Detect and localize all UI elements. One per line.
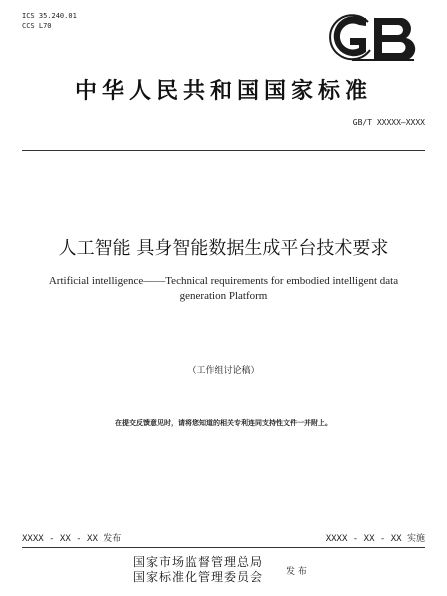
issue-word: 发 布 [286,567,307,577]
ics-code: ICS 35.240.01 [22,12,77,20]
draft-status: （工作组讨论稿） [187,366,260,376]
standard-title: 中华人民共和国国家标准 [74,78,372,104]
issuing-authorities [133,555,263,585]
gb-logo-image [322,12,428,66]
issuer-sac: 国家标准化管理委员会 [133,570,264,584]
header-divider [22,150,425,151]
standard-code: GB/T XXXXX—XXXX [352,118,425,127]
patent-notice: 在提交反馈意见时，请将您知道的相关专利连同支持性文件一并附上。 [115,419,332,427]
document-title-zh: 人工智能 具身智能数据生成平台技术要求 [58,238,389,259]
footer-divider [22,547,425,548]
issue-date: XXXX - XX - XX 发布 [22,534,122,544]
gb-logo [322,12,428,70]
ccs-code: CCS L70 [22,22,52,30]
implementation-date: XXXX - XX - XX 实施 [325,534,425,544]
issuer-samr: 国家市场监督管理总局 [133,555,264,569]
document-title-en: Artificial intelligence——Technical requirements for embodied intelligent data generation Platform [48,275,399,302]
